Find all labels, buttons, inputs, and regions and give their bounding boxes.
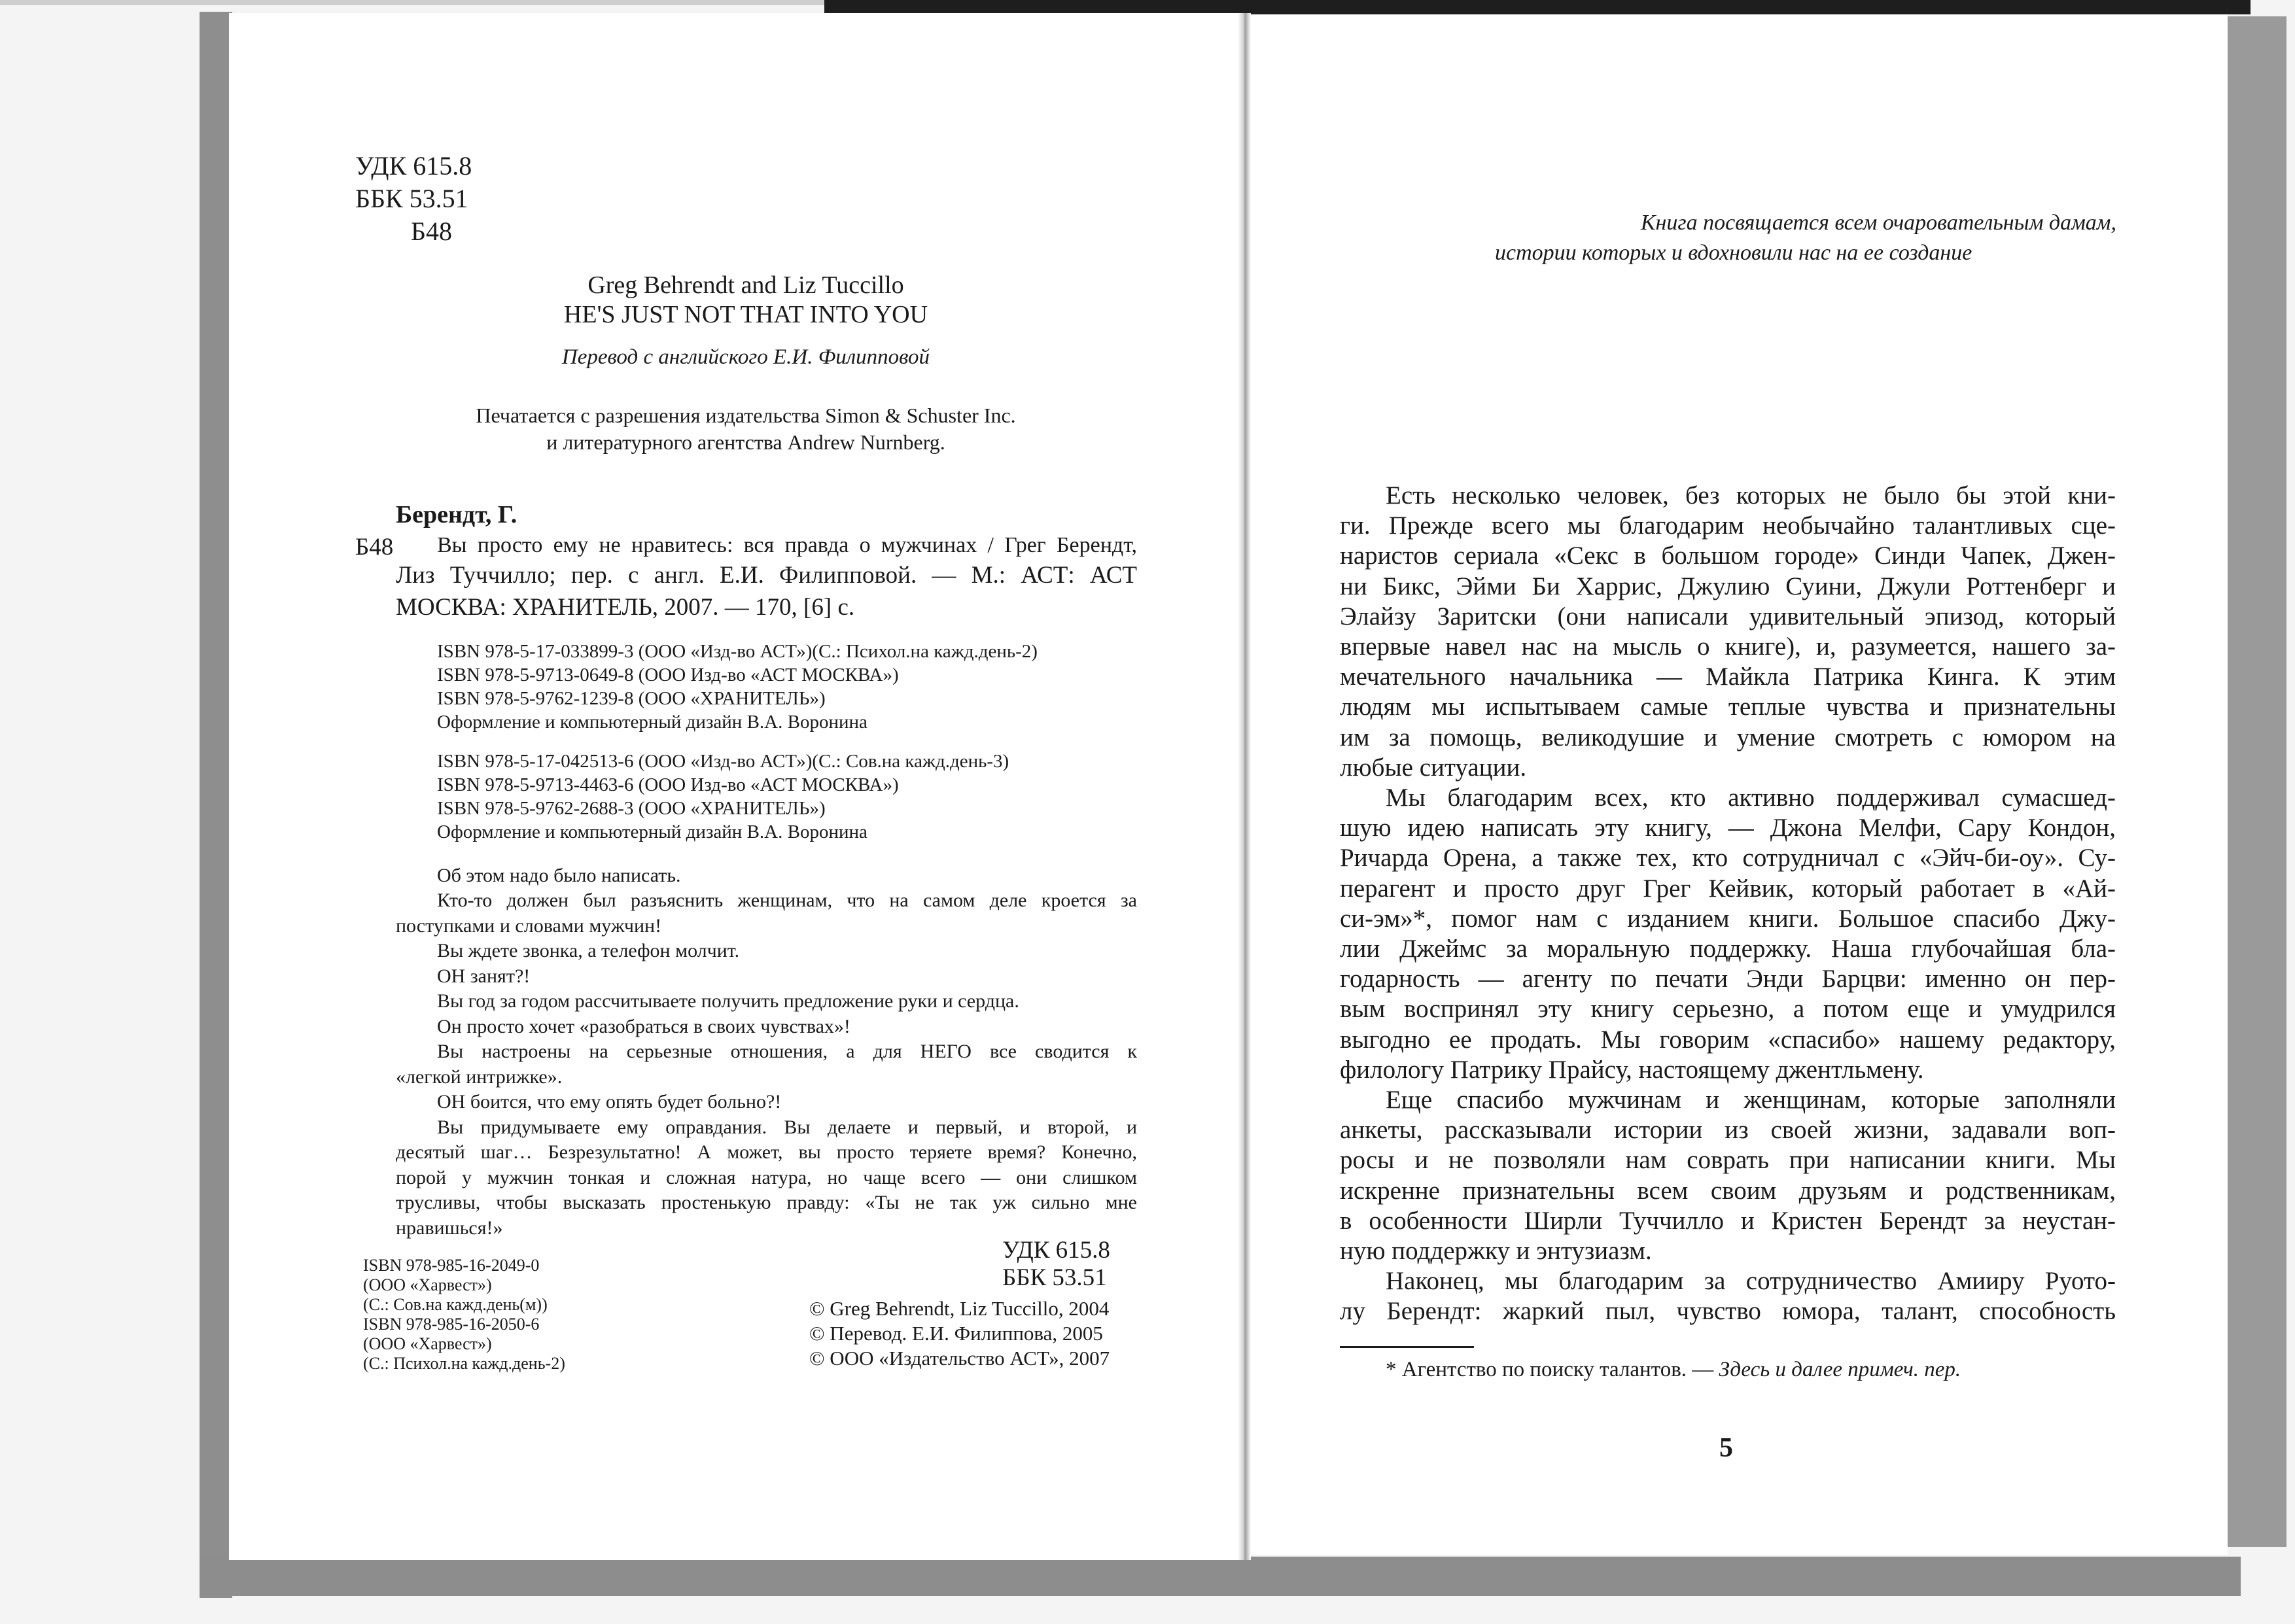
book-gutter	[1238, 13, 1251, 1560]
body-line: си-эм»*, помог нам с изданием книги. Большое спасибо Джу-	[1340, 905, 2116, 933]
annotation-line: нравишься!»	[396, 1217, 503, 1239]
footnote-rule	[1340, 1346, 1474, 1348]
body-line: Наконец, мы благодарим за сотрудничество Амииру Руото-	[1386, 1267, 2116, 1295]
original-title: HE'S JUST NOT THAT INTO YOU	[563, 301, 928, 328]
footnote	[1386, 1358, 1961, 1382]
annotation-line: Вы год за годом рассчитываете получить предложение руки и сердца.	[437, 990, 1019, 1012]
body-line: любые ситуации.	[1340, 753, 1527, 782]
body-line: искренне признательны всем своим друзьям и родственникам,	[1340, 1177, 2116, 1205]
book-cover-left-edge	[200, 12, 232, 1598]
design-credit: Оформление и компьютерный дизайн В.А. Воронина	[437, 821, 867, 842]
footer-udk: УДК 615.8	[1002, 1237, 1110, 1264]
author-sign: Б48	[411, 216, 452, 246]
body-line: Мы благодарим всех, кто активно поддерживал сумасшед-	[1386, 784, 2116, 812]
annotation-line: Об этом надо было написать.	[437, 865, 681, 886]
body-line: ную поддержку и энтузиазм.	[1340, 1237, 1652, 1265]
body-line: филологу Патрику Прайсу, настоящему джентльмену.	[1340, 1056, 1924, 1084]
body-line: им за помощь, великодушие и умение смотреть с юмором на	[1340, 723, 2116, 752]
body-line: наристов сериала «Секс в большом городе» Синди Чапек, Джен-	[1340, 542, 2116, 570]
catalog-entry-line-3: МОСКВА: ХРАНИТЕЛЬ, 2007. — 170, [6] с.	[396, 594, 855, 621]
body-line: лу Берендт: жаркий пыл, чувство юмора, талант, способность	[1340, 1297, 2116, 1325]
body-line: мечательного начальника — Майкла Патрика Кинга. К этим	[1340, 663, 2116, 691]
footer-isbn-line: (ООО «Харвест»)	[363, 1275, 492, 1294]
footer-isbn-line: (ООО «Харвест»)	[363, 1334, 492, 1353]
annotation-line: Он просто хочет «разобраться в своих чувствах»!	[437, 1016, 850, 1037]
annotation-line: Кто-то должен был разъяснить женщинам, что на самом деле кроется за	[437, 890, 1137, 911]
catalog-author: Берендт, Г.	[396, 501, 517, 528]
footnote-text: * Агентство по поиску талантов. —	[1386, 1358, 1719, 1381]
body-line: вым воспринял эту книгу серьезно, а потом еще и умудрился	[1340, 995, 2116, 1023]
isbn-line: ISBN 978-5-9713-0649-8 (ООО Изд-во «АСТ МОСКВА»)	[437, 665, 899, 685]
catalog-entry-line-2: Лиз Туччилло; пер. с англ. Е.И. Филипповой. — М.: АСТ: АСТ	[396, 562, 1137, 589]
body-line: в особенности Ширли Туччилло и Кристен Берендт за неустан-	[1340, 1207, 2116, 1235]
body-line: Ричарда Орена, а также тех, кто сотрудничал с «Эйч-би-оу». Су-	[1340, 844, 2116, 872]
body-line: шую идею написать эту книгу, — Джона Мелфи, Сару Кондон,	[1340, 814, 2116, 842]
body-line: перагент и просто друг Грег Кейвик, который работает в «Ай-	[1340, 874, 2116, 903]
annotation-line: ОН занят?!	[437, 965, 531, 987]
body-line: ги. Прежде всего мы благодарим необычайно талантливых сце-	[1340, 511, 2116, 540]
body-line: анкеты, рассказывали истории из своей жизни, задавали воп-	[1340, 1116, 2116, 1144]
annotation-line: трусливы, чтобы высказать простенькую правду: «Ты не так уж сильно мне	[396, 1192, 1137, 1213]
footer-isbn-line: ISBN 978-985-16-2050-6	[363, 1315, 540, 1334]
book-cover-bottom-edge	[200, 1557, 2241, 1596]
body-line: выгодно ее продать. Мы говорим «спасибо» нашему редактору,	[1340, 1026, 2116, 1054]
annotation-line: «легкой интрижке».	[396, 1066, 563, 1088]
copyright-line: © ООО «Издательство АСТ», 2007	[809, 1347, 1110, 1370]
catalog-code: Б48	[355, 534, 394, 561]
body-line: годарность — агенту по печати Энди Барцви: именно он пер-	[1340, 965, 2116, 993]
copyright-line: © Перевод. Е.И. Филиппова, 2005	[809, 1322, 1103, 1345]
body-line: впервые навел нас на мысль о книге), и, разумеется, нашего за-	[1340, 632, 2116, 661]
permission-line-2: и литературного агентства Andrew Nurnberg.	[546, 430, 945, 454]
body-line: Еще спасибо мужчинам и женщинам, которые заполняли	[1386, 1086, 2116, 1114]
body-line: Элайзу Заритски (они написали удивительный эпизод, который	[1340, 602, 2116, 631]
page-number: 5	[1719, 1433, 1733, 1463]
annotation-line: поступками и словами мужчин!	[396, 915, 662, 937]
isbn-line: ISBN 978-5-17-033899-3 (ООО «Изд-во АСТ»)(С.: Психол.на кажд.день-2)	[437, 641, 1038, 662]
isbn-line: ISBN 978-5-9762-1239-8 (ООО «ХРАНИТЕЛЬ»)	[437, 688, 826, 709]
body-line: лии Джеймс за моральную поддержку. Наша глубочайшая бла-	[1340, 935, 2116, 963]
footnote-italic: Здесь и далее примеч. пер.	[1719, 1358, 1961, 1381]
annotation-line: ОН боится, что ему опять будет больно?!	[437, 1091, 782, 1113]
annotation-line: Вы ждете звонка, а телефон молчит.	[437, 940, 740, 961]
design-credit: Оформление и компьютерный дизайн В.А. Воронина	[437, 712, 867, 733]
annotation-line: порой у мужчин тонкая и сложная натура, но чаще всего — они слишком	[396, 1167, 1137, 1188]
annotation-line: Вы настроены на серьезные отношения, а для НЕГО все сводится к	[437, 1041, 1137, 1062]
isbn-line: ISBN 978-5-9713-4463-6 (ООО Изд-во «АСТ МОСКВА»)	[437, 774, 899, 795]
catalog-entry-line-1: Вы просто ему не нравитесь: вся правда о мужчинах / Грег Берендт,	[437, 533, 1137, 557]
footer-isbn-line: (С.: Психол.на кажд.день-2)	[363, 1354, 565, 1373]
body-line: ни Бикс, Эйми Би Харрис, Джулию Суини, Джули Роттенберг и	[1340, 572, 2116, 600]
footer-isbn-line: (С.: Сов.на кажд.день(м))	[363, 1295, 548, 1314]
body-line: росы и не позволяли нам соврать при написании книги. Мы	[1340, 1146, 2116, 1174]
footer-bbk: ББК 53.51	[1002, 1264, 1107, 1291]
original-authors: Greg Behrendt and Liz Tuccillo	[587, 271, 904, 299]
dedication-line-2: истории которых и вдохновили нас на ее создание	[1495, 241, 1972, 265]
copyright-line: © Greg Behrendt, Liz Tuccillo, 2004	[809, 1297, 1110, 1320]
annotation-line: Вы придумываете ему оправдания. Вы делаете и первый, и второй, и	[437, 1116, 1137, 1138]
body-line: людям мы испытываем самые теплые чувства и признательны	[1340, 693, 2116, 721]
footer-isbn-line: ISBN 978-985-16-2049-0	[363, 1256, 540, 1275]
permission-line-1: Печатается с разрешения издательства Simon & Schuster Inc.	[476, 404, 1016, 427]
body-line: Есть несколько человек, без которых не было бы этой кни-	[1386, 481, 2116, 510]
scan-top-edge	[0, 0, 824, 5]
dedication-line-1: Книга посвящается всем очаровательным дамам,	[1640, 211, 2116, 235]
scan-top-shadow	[824, 0, 2251, 14]
udk-code: УДК 615.8	[355, 151, 472, 181]
isbn-line: ISBN 978-5-9762-2688-3 (ООО «ХРАНИТЕЛЬ»)	[437, 798, 826, 819]
book-cover-right-edge	[2224, 16, 2286, 1547]
annotation-line: десятый шаг… Безрезультатно! А может, вы просто теряете время? Конечно,	[396, 1141, 1137, 1163]
translation-note: Перевод с английского Е.И. Филипповой	[561, 345, 930, 369]
isbn-line: ISBN 978-5-17-042513-6 (ООО «Изд-во АСТ»)(С.: Сов.на кажд.день-3)	[437, 751, 1009, 772]
bbk-code: ББК 53.51	[355, 184, 468, 213]
